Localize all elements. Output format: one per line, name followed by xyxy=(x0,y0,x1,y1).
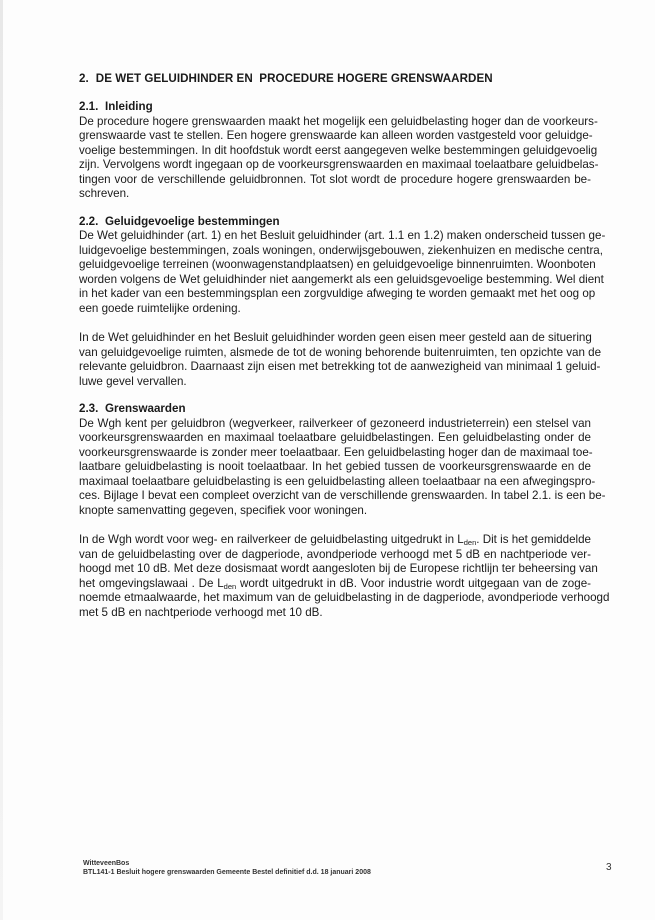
section-grenswaarden xyxy=(79,402,610,620)
text-line: noemde etmaalwaarde, het maximum van de geluidbelasting in de dagperiode, avondperiode verhoogd xyxy=(79,591,610,605)
chapter-number: 2. xyxy=(79,72,89,85)
section-title: Geluidgevoelige bestemmingen xyxy=(105,214,280,228)
section-number: 2.3. xyxy=(79,402,99,416)
text-line: grenswaarde vast te stellen. Een hogere grenswaarde kan alleen worden vastgesteld voor geluidge- xyxy=(79,129,593,143)
text-line: relevante geluidbron. Daarnaast zijn eisen met betrekking tot de aanwezigheid van minimaal 1 geluid- xyxy=(79,360,601,374)
paragraph xyxy=(79,229,606,316)
page-content xyxy=(79,71,610,633)
text-line: zijn. Vervolgens wordt ingegaan op de voorkeursgrenswaarden en maximaal toelaatbare geluidbelas- xyxy=(79,158,599,172)
text-line: schreven. xyxy=(79,187,130,201)
text-run: het omgevingslawaai . De L xyxy=(79,576,224,590)
section-number: 2.1. xyxy=(79,100,99,113)
footer-reference: BTL141-1 Besluit hogere grenswaarden Gemeente Bestel definitief d.d. 18 januari 2008 xyxy=(83,868,371,876)
text-line: van geluidgevoelige ruimten, alsmede de tot de woning behorende buitenruimten, ten opzichte van de xyxy=(79,345,602,359)
subscript: den xyxy=(223,581,237,591)
text-line: in het kader van een bestemmingsplan een zorgvuldige afweging te worden gemaakt met het oog op xyxy=(79,287,596,301)
page-number: 3 xyxy=(606,862,612,873)
text-line: De Wet geluidhinder (art. 1) en het Besluit geluidhinder (art. 1.1 en 1.2) maken onderscheid tussen ge- xyxy=(79,229,606,243)
chapter-title xyxy=(79,71,591,87)
text-line: knopte samenvatting gegeven, specifiek voor woningen. xyxy=(79,504,368,518)
text-line xyxy=(79,533,591,548)
section-heading xyxy=(79,100,591,115)
text-line: voelige bestemmingen. In dit hoofdstuk wordt eerst aangegeven welke bestemmingen geluidgevoelig xyxy=(79,143,598,157)
subscript: den xyxy=(463,538,477,548)
text-line: hoogd met 10 dB. Met deze dosismaat wordt aangesloten bij de Europese richtlijn ter beheersing van xyxy=(79,562,598,576)
text-line: luwe gevel vervallen. xyxy=(79,374,187,388)
paragraph xyxy=(79,114,599,202)
section-title: Grenswaarden xyxy=(105,402,186,416)
paragraph xyxy=(79,331,602,389)
text-line: voorkeursgrenswaarden en maximaal toelaatbare geluidbelastingen. Een geluidbelasting onder de xyxy=(79,431,591,445)
scan-edge xyxy=(0,0,3,920)
text-line: worden volgens de Wet geluidhinder niet aangemerkt als een geluidsgevoelige bestemming. Wel dient xyxy=(79,272,604,286)
section-heading xyxy=(79,402,591,417)
paragraph-lden xyxy=(79,533,610,620)
text-line: voorkeursgrenswaarde is zonder meer toelaatbaar. Een geluidbelasting hoger dan de maximaal toe- xyxy=(79,445,593,459)
section-inleiding xyxy=(79,100,599,202)
chapter-title-text: DE WET GELUIDHINDER EN PROCEDURE HOGERE GRENSWAARDEN xyxy=(95,72,493,85)
text-line: een goede ruimtelijke ordening. xyxy=(79,302,241,316)
section-geluidgevoelige-bestemmingen xyxy=(79,214,606,389)
paragraph xyxy=(79,416,606,519)
text-line: De Wgh kent per geluidbron (wegverkeer, railverkeer of gezoneerd industrieterrein) een stelsel van xyxy=(79,416,591,430)
text-line: De procedure hogere grenswaarden maakt het mogelijk een geluidbelasting hoger dan de voorkeurs- xyxy=(79,114,598,128)
text-line: tingen voor de verschillende geluidbronnen. Tot slot wordt de procedure hogere grenswaarden be- xyxy=(79,172,591,186)
paragraph-gap xyxy=(79,519,591,534)
text-run: wordt uitgedrukt in dB. Voor industrie wordt uitgegaan van de zoge- xyxy=(236,576,591,590)
text-line: ces. Bijlage I bevat een compleet overzicht van de verschillende grenswaarden. In tabel 2.1. is een be- xyxy=(79,489,606,503)
text-line: luidgevoelige bestemmingen, zoals woningen, onderwijsgebouwen, ziekenhuizen en medische centra, xyxy=(79,243,603,257)
section-heading xyxy=(79,215,591,230)
paragraph-gap xyxy=(79,317,591,332)
footer-company: WitteveenBos xyxy=(83,860,130,867)
text-run: In de Wgh wordt voor weg- en railverkeer de geluidbelasting uitgedrukt in L xyxy=(79,533,464,547)
text-line: In de Wet geluidhinder en het Besluit geluidhinder worden geen eisen meer gesteld aan de situering xyxy=(79,331,592,345)
text-line: maximaal toelaatbare geluidbelasting is een geluidbelasting alleen toelaatbaar na een afwegingspro- xyxy=(79,474,596,488)
text-line: van de geluidbelasting over de dagperiode, avondperiode verhoogd met 5 dB en nachtperiode ver- xyxy=(79,547,591,561)
text-line: laatbare geluidbelasting is nooit toelaatbaar. In het gebied tussen de voorkeursgrenswaarde en de xyxy=(79,460,591,474)
text-line xyxy=(79,577,591,592)
page-footer xyxy=(83,860,371,877)
section-number: 2.2. xyxy=(79,214,99,228)
text-line: geluidgevoelige terreinen (woonwagenstandplaatsen) en geluidgevoelige binnenruimten. Woonboten xyxy=(79,258,596,272)
text-run: . Dit is het gemiddelde xyxy=(476,533,591,547)
text-line: met 5 dB en nachtperiode verhoogd met 10 dB. xyxy=(79,605,323,619)
section-title: Inleiding xyxy=(105,100,153,113)
